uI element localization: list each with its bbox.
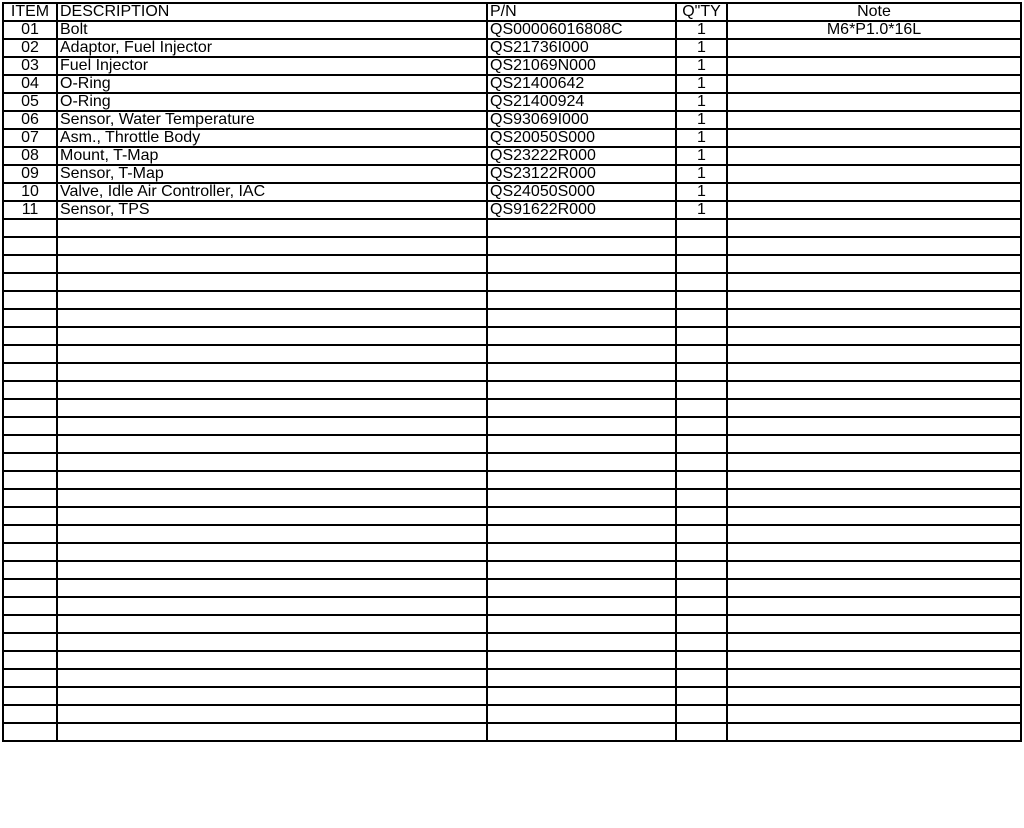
empty-table-row <box>3 381 1021 399</box>
cell-part-number <box>487 705 676 723</box>
empty-table-row <box>3 723 1021 741</box>
cell-item: 08 <box>3 147 57 165</box>
cell-item <box>3 273 57 291</box>
empty-table-row <box>3 471 1021 489</box>
cell-description <box>57 489 487 507</box>
cell-part-number: QS21736I000 <box>487 39 676 57</box>
cell-quantity <box>676 417 727 435</box>
empty-table-row <box>3 219 1021 237</box>
cell-description <box>57 561 487 579</box>
empty-table-row <box>3 669 1021 687</box>
empty-table-row <box>3 255 1021 273</box>
cell-description <box>57 543 487 561</box>
cell-note <box>727 165 1021 183</box>
table-row <box>3 129 1021 147</box>
cell-part-number <box>487 687 676 705</box>
cell-description <box>57 525 487 543</box>
cell-description <box>57 633 487 651</box>
cell-quantity <box>676 597 727 615</box>
cell-note <box>727 687 1021 705</box>
cell-note <box>727 183 1021 201</box>
cell-part-number <box>487 399 676 417</box>
cell-description <box>57 435 487 453</box>
cell-item <box>3 669 57 687</box>
cell-note <box>727 705 1021 723</box>
cell-note <box>727 201 1021 219</box>
table-row <box>3 165 1021 183</box>
empty-table-row <box>3 579 1021 597</box>
cell-part-number <box>487 489 676 507</box>
cell-note <box>727 669 1021 687</box>
cell-quantity: 1 <box>676 57 727 75</box>
cell-description <box>57 651 487 669</box>
cell-part-number <box>487 255 676 273</box>
cell-note <box>727 345 1021 363</box>
empty-table-row <box>3 291 1021 309</box>
cell-note <box>727 417 1021 435</box>
cell-item <box>3 363 57 381</box>
cell-part-number <box>487 507 676 525</box>
cell-part-number <box>487 435 676 453</box>
empty-table-row <box>3 597 1021 615</box>
header-part-number: P/N <box>487 3 676 21</box>
cell-description <box>57 255 487 273</box>
cell-part-number <box>487 615 676 633</box>
cell-description <box>57 453 487 471</box>
empty-table-row <box>3 615 1021 633</box>
cell-description: Mount, T-Map <box>57 147 487 165</box>
cell-description <box>57 309 487 327</box>
cell-part-number: QS93069I000 <box>487 111 676 129</box>
table-row <box>3 39 1021 57</box>
cell-quantity: 1 <box>676 75 727 93</box>
cell-quantity <box>676 489 727 507</box>
cell-item: 11 <box>3 201 57 219</box>
empty-table-row <box>3 309 1021 327</box>
cell-item: 06 <box>3 111 57 129</box>
cell-part-number: QS91622R000 <box>487 201 676 219</box>
empty-table-row <box>3 687 1021 705</box>
table-header-row <box>3 3 1021 21</box>
cell-part-number: QS21069N000 <box>487 57 676 75</box>
cell-part-number <box>487 237 676 255</box>
cell-note <box>727 363 1021 381</box>
parts-list-table <box>2 2 1022 742</box>
cell-item <box>3 237 57 255</box>
cell-quantity <box>676 291 727 309</box>
cell-note <box>727 309 1021 327</box>
cell-item: 09 <box>3 165 57 183</box>
empty-table-row <box>3 525 1021 543</box>
cell-description: O-Ring <box>57 93 487 111</box>
cell-description <box>57 615 487 633</box>
cell-note <box>727 561 1021 579</box>
cell-part-number <box>487 723 676 741</box>
cell-item <box>3 255 57 273</box>
cell-description <box>57 219 487 237</box>
cell-description: Bolt <box>57 21 487 39</box>
cell-note <box>727 435 1021 453</box>
cell-description <box>57 381 487 399</box>
cell-quantity <box>676 543 727 561</box>
cell-part-number <box>487 219 676 237</box>
cell-part-number: QS24050S000 <box>487 183 676 201</box>
cell-part-number <box>487 363 676 381</box>
table-row <box>3 57 1021 75</box>
cell-description: Adaptor, Fuel Injector <box>57 39 487 57</box>
cell-quantity <box>676 723 727 741</box>
cell-description <box>57 237 487 255</box>
cell-quantity <box>676 561 727 579</box>
cell-note <box>727 471 1021 489</box>
cell-description: Asm., Throttle Body <box>57 129 487 147</box>
table-row <box>3 21 1021 39</box>
cell-item <box>3 543 57 561</box>
cell-note <box>727 723 1021 741</box>
cell-part-number: QS21400924 <box>487 93 676 111</box>
cell-note <box>727 219 1021 237</box>
cell-description <box>57 291 487 309</box>
cell-description: Sensor, T-Map <box>57 165 487 183</box>
cell-item <box>3 525 57 543</box>
cell-note <box>727 39 1021 57</box>
cell-item <box>3 723 57 741</box>
empty-table-row <box>3 489 1021 507</box>
cell-quantity <box>676 579 727 597</box>
cell-note <box>727 615 1021 633</box>
cell-quantity: 1 <box>676 21 727 39</box>
header-quantity: Q"TY <box>676 3 727 21</box>
empty-table-row <box>3 327 1021 345</box>
cell-item <box>3 507 57 525</box>
cell-note <box>727 399 1021 417</box>
cell-quantity <box>676 705 727 723</box>
cell-item: 07 <box>3 129 57 147</box>
empty-table-row <box>3 633 1021 651</box>
cell-item <box>3 471 57 489</box>
cell-note <box>727 75 1021 93</box>
cell-item <box>3 705 57 723</box>
cell-description <box>57 417 487 435</box>
cell-description <box>57 507 487 525</box>
cell-description: O-Ring <box>57 75 487 93</box>
cell-note <box>727 57 1021 75</box>
cell-note <box>727 525 1021 543</box>
cell-quantity <box>676 669 727 687</box>
cell-part-number: QS23122R000 <box>487 165 676 183</box>
cell-item <box>3 615 57 633</box>
empty-table-row <box>3 705 1021 723</box>
cell-note <box>727 237 1021 255</box>
cell-item <box>3 345 57 363</box>
cell-part-number <box>487 669 676 687</box>
cell-description <box>57 273 487 291</box>
cell-description: Fuel Injector <box>57 57 487 75</box>
cell-note <box>727 651 1021 669</box>
cell-quantity <box>676 399 727 417</box>
cell-item <box>3 651 57 669</box>
cell-note <box>727 327 1021 345</box>
cell-item <box>3 309 57 327</box>
empty-table-row <box>3 345 1021 363</box>
cell-quantity <box>676 615 727 633</box>
table-body <box>3 21 1021 741</box>
cell-description <box>57 669 487 687</box>
cell-note <box>727 579 1021 597</box>
cell-description <box>57 705 487 723</box>
cell-part-number <box>487 561 676 579</box>
cell-note <box>727 543 1021 561</box>
cell-part-number: QS20050S000 <box>487 129 676 147</box>
cell-note <box>727 93 1021 111</box>
cell-part-number <box>487 633 676 651</box>
cell-quantity <box>676 435 727 453</box>
cell-part-number <box>487 525 676 543</box>
cell-part-number <box>487 309 676 327</box>
empty-table-row <box>3 363 1021 381</box>
cell-note <box>727 507 1021 525</box>
cell-description <box>57 723 487 741</box>
cell-description <box>57 327 487 345</box>
cell-quantity <box>676 363 727 381</box>
cell-description <box>57 399 487 417</box>
cell-quantity <box>676 273 727 291</box>
cell-quantity <box>676 633 727 651</box>
cell-quantity <box>676 219 727 237</box>
cell-item: 01 <box>3 21 57 39</box>
cell-part-number <box>487 345 676 363</box>
cell-note: M6*P1.0*16L <box>727 21 1021 39</box>
cell-quantity <box>676 525 727 543</box>
header-item: ITEM <box>3 3 57 21</box>
empty-table-row <box>3 651 1021 669</box>
empty-table-row <box>3 453 1021 471</box>
empty-table-row <box>3 273 1021 291</box>
cell-note <box>727 489 1021 507</box>
cell-item: 02 <box>3 39 57 57</box>
cell-description <box>57 471 487 489</box>
cell-quantity: 1 <box>676 147 727 165</box>
empty-table-row <box>3 435 1021 453</box>
cell-item: 04 <box>3 75 57 93</box>
cell-quantity <box>676 687 727 705</box>
cell-description <box>57 363 487 381</box>
cell-quantity <box>676 651 727 669</box>
cell-item: 05 <box>3 93 57 111</box>
cell-quantity <box>676 309 727 327</box>
cell-part-number <box>487 381 676 399</box>
cell-quantity: 1 <box>676 129 727 147</box>
cell-item <box>3 579 57 597</box>
cell-part-number <box>487 291 676 309</box>
cell-note <box>727 255 1021 273</box>
cell-note <box>727 453 1021 471</box>
cell-part-number: QS00006016808C <box>487 21 676 39</box>
cell-part-number <box>487 597 676 615</box>
cell-description <box>57 597 487 615</box>
cell-quantity <box>676 327 727 345</box>
cell-quantity <box>676 237 727 255</box>
cell-description <box>57 345 487 363</box>
cell-part-number <box>487 579 676 597</box>
cell-quantity: 1 <box>676 39 727 57</box>
table-row <box>3 111 1021 129</box>
cell-quantity <box>676 453 727 471</box>
table-row <box>3 183 1021 201</box>
cell-part-number <box>487 651 676 669</box>
cell-note <box>727 129 1021 147</box>
cell-quantity <box>676 345 727 363</box>
table-row <box>3 75 1021 93</box>
cell-note <box>727 147 1021 165</box>
cell-note <box>727 633 1021 651</box>
cell-description <box>57 579 487 597</box>
cell-part-number <box>487 273 676 291</box>
empty-table-row <box>3 507 1021 525</box>
empty-table-row <box>3 417 1021 435</box>
empty-table-row <box>3 561 1021 579</box>
cell-item <box>3 597 57 615</box>
cell-item: 10 <box>3 183 57 201</box>
cell-note <box>727 381 1021 399</box>
cell-part-number <box>487 453 676 471</box>
header-description: DESCRIPTION <box>57 3 487 21</box>
empty-table-row <box>3 543 1021 561</box>
cell-quantity: 1 <box>676 165 727 183</box>
cell-note <box>727 111 1021 129</box>
cell-quantity: 1 <box>676 93 727 111</box>
cell-quantity: 1 <box>676 183 727 201</box>
cell-note <box>727 291 1021 309</box>
table-row <box>3 93 1021 111</box>
cell-part-number: QS21400642 <box>487 75 676 93</box>
cell-quantity <box>676 471 727 489</box>
cell-description: Sensor, Water Temperature <box>57 111 487 129</box>
cell-item: 03 <box>3 57 57 75</box>
cell-part-number <box>487 543 676 561</box>
cell-note <box>727 273 1021 291</box>
cell-item <box>3 219 57 237</box>
table-row <box>3 147 1021 165</box>
cell-item <box>3 291 57 309</box>
cell-part-number <box>487 471 676 489</box>
cell-description: Valve, Idle Air Controller, IAC <box>57 183 487 201</box>
empty-table-row <box>3 399 1021 417</box>
cell-part-number <box>487 327 676 345</box>
cell-item <box>3 417 57 435</box>
cell-item <box>3 633 57 651</box>
empty-table-row <box>3 237 1021 255</box>
cell-item <box>3 453 57 471</box>
cell-item <box>3 435 57 453</box>
cell-description: Sensor, TPS <box>57 201 487 219</box>
cell-item <box>3 561 57 579</box>
cell-description <box>57 687 487 705</box>
cell-item <box>3 687 57 705</box>
header-note: Note <box>727 3 1021 21</box>
cell-quantity: 1 <box>676 111 727 129</box>
cell-quantity <box>676 507 727 525</box>
cell-quantity <box>676 381 727 399</box>
cell-item <box>3 399 57 417</box>
cell-item <box>3 327 57 345</box>
cell-quantity: 1 <box>676 201 727 219</box>
table-row <box>3 201 1021 219</box>
cell-item <box>3 381 57 399</box>
cell-note <box>727 597 1021 615</box>
cell-part-number <box>487 417 676 435</box>
cell-part-number: QS23222R000 <box>487 147 676 165</box>
cell-item <box>3 489 57 507</box>
cell-quantity <box>676 255 727 273</box>
